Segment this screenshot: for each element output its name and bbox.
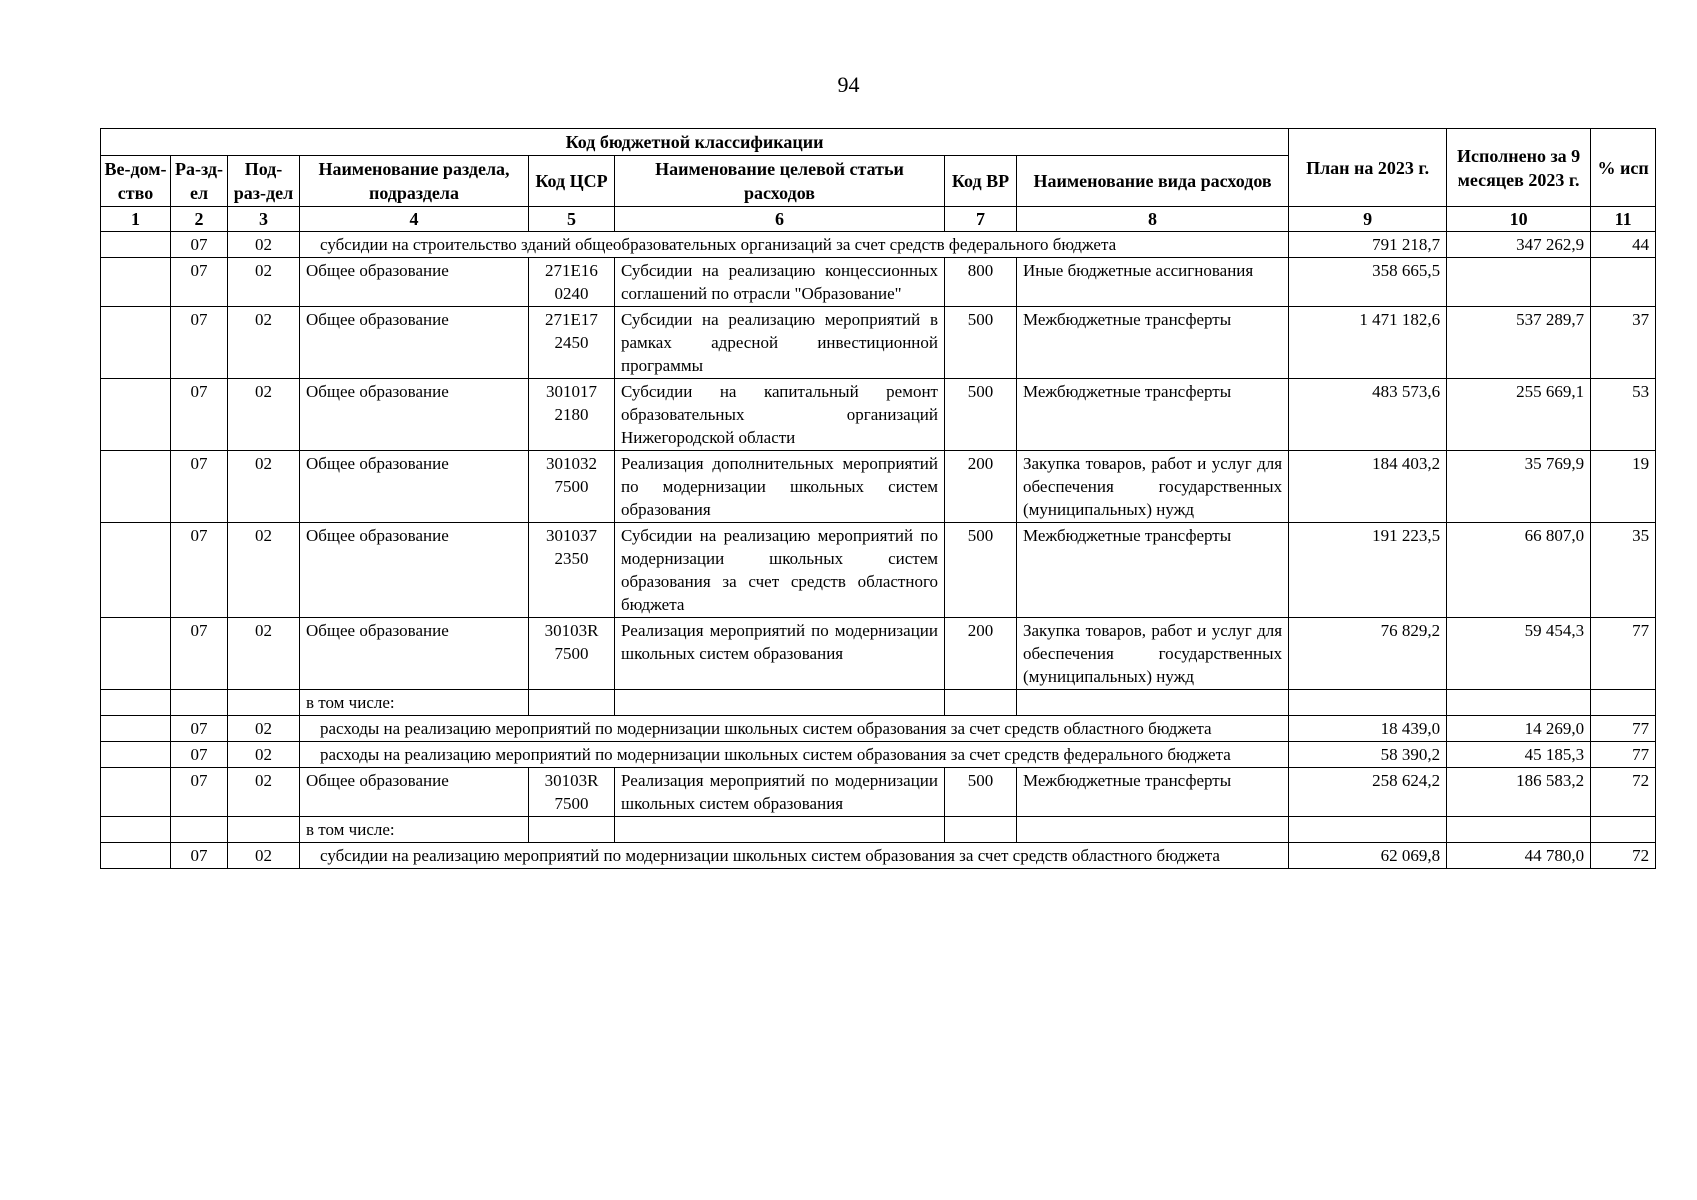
column-number: 8 (1017, 207, 1289, 232)
target-name-cell: Реализация мероприятий по модернизации школьных систем образования (615, 768, 945, 817)
table-row (101, 451, 1656, 523)
percent-cell (1591, 690, 1656, 716)
csr-cell: 30103R 7500 (529, 768, 615, 817)
header-podrazdel: Под-раз-дел (228, 156, 300, 207)
podrazdel-cell: 02 (228, 768, 300, 817)
header-done: Исполнено за 9 месяцев 2023 г. (1447, 129, 1591, 207)
csr-cell (529, 690, 615, 716)
percent-cell: 72 (1591, 843, 1656, 869)
section-name-cell: Общее образование (300, 523, 529, 618)
vr-cell: 500 (945, 523, 1017, 618)
row-description: расходы на реализацию мероприятий по модернизации школьных систем образования за счет средств областного бюджета (300, 716, 1289, 742)
razdel-cell: 07 (171, 843, 228, 869)
table-row (101, 307, 1656, 379)
percent-cell: 53 (1591, 379, 1656, 451)
header-razdel: Ра-зд-ел (171, 156, 228, 207)
razdel-cell: 07 (171, 379, 228, 451)
vedomstvo-cell (101, 817, 171, 843)
header-section-name: Наименование раздела, подраздела (300, 156, 529, 207)
vr-name-cell: Межбюджетные трансферты (1017, 768, 1289, 817)
plan-cell: 58 390,2 (1289, 742, 1447, 768)
vedomstvo-cell (101, 379, 171, 451)
column-number: 10 (1447, 207, 1591, 232)
plan-cell: 184 403,2 (1289, 451, 1447, 523)
plan-cell: 62 069,8 (1289, 843, 1447, 869)
razdel-cell: 07 (171, 307, 228, 379)
csr-cell (529, 817, 615, 843)
percent-cell: 19 (1591, 451, 1656, 523)
vr-name-cell: Закупка товаров, работ и услуг для обеспечения государственных (муниципальных) нужд (1017, 618, 1289, 690)
header-plan: План на 2023 г. (1289, 129, 1447, 207)
vedomstvo-cell (101, 843, 171, 869)
razdel-cell: 07 (171, 258, 228, 307)
section-name-cell: Общее образование (300, 258, 529, 307)
done-cell (1447, 817, 1591, 843)
csr-cell: 30103R 7500 (529, 618, 615, 690)
target-name-cell: Реализация дополнительных мероприятий по модернизации школьных систем образования (615, 451, 945, 523)
done-cell: 66 807,0 (1447, 523, 1591, 618)
table-row (101, 768, 1656, 817)
razdel-cell: 07 (171, 523, 228, 618)
table-row (101, 817, 1656, 843)
percent-cell: 72 (1591, 768, 1656, 817)
header-group: Код бюджетной классификации (101, 129, 1289, 156)
done-cell: 537 289,7 (1447, 307, 1591, 379)
vr-name-cell: Межбюджетные трансферты (1017, 379, 1289, 451)
vr-name-cell: Межбюджетные трансферты (1017, 523, 1289, 618)
podrazdel-cell (228, 690, 300, 716)
vedomstvo-cell (101, 768, 171, 817)
column-number: 6 (615, 207, 945, 232)
razdel-cell: 07 (171, 618, 228, 690)
podrazdel-cell: 02 (228, 379, 300, 451)
column-number: 11 (1591, 207, 1656, 232)
column-number-row (101, 207, 1656, 232)
table-row (101, 843, 1656, 869)
percent-cell (1591, 258, 1656, 307)
done-cell: 44 780,0 (1447, 843, 1591, 869)
target-name-cell (615, 817, 945, 843)
plan-cell: 76 829,2 (1289, 618, 1447, 690)
table-row (101, 379, 1656, 451)
plan-cell: 791 218,7 (1289, 232, 1447, 258)
vr-cell: 500 (945, 307, 1017, 379)
row-description: расходы на реализацию мероприятий по модернизации школьных систем образования за счет средств федерального бюджета (300, 742, 1289, 768)
csr-cell: 301037 2350 (529, 523, 615, 618)
table-row (101, 258, 1656, 307)
vr-cell (945, 690, 1017, 716)
vr-cell: 200 (945, 618, 1017, 690)
percent-cell: 35 (1591, 523, 1656, 618)
percent-cell: 77 (1591, 716, 1656, 742)
vr-cell: 800 (945, 258, 1017, 307)
podrazdel-cell: 02 (228, 523, 300, 618)
target-name-cell: Субсидии на реализацию концессионных соглашений по отрасли "Образование" (615, 258, 945, 307)
target-name-cell (615, 690, 945, 716)
plan-cell (1289, 817, 1447, 843)
table-body (101, 207, 1656, 869)
podrazdel-cell: 02 (228, 258, 300, 307)
vedomstvo-cell (101, 618, 171, 690)
razdel-cell (171, 690, 228, 716)
vedomstvo-cell (101, 307, 171, 379)
done-cell (1447, 690, 1591, 716)
razdel-cell: 07 (171, 742, 228, 768)
table-row (101, 232, 1656, 258)
vr-name-cell: Межбюджетные трансферты (1017, 307, 1289, 379)
csr-cell: 301032 7500 (529, 451, 615, 523)
section-name-cell: Общее образование (300, 451, 529, 523)
header-target-name: Наименование целевой статьи расходов (615, 156, 945, 207)
razdel-cell (171, 817, 228, 843)
plan-cell: 18 439,0 (1289, 716, 1447, 742)
vr-name-cell (1017, 817, 1289, 843)
vedomstvo-cell (101, 451, 171, 523)
razdel-cell: 07 (171, 232, 228, 258)
podrazdel-cell: 02 (228, 451, 300, 523)
done-cell: 45 185,3 (1447, 742, 1591, 768)
plan-cell (1289, 690, 1447, 716)
vr-cell: 500 (945, 379, 1017, 451)
podrazdel-cell: 02 (228, 307, 300, 379)
section-name-cell: Общее образование (300, 768, 529, 817)
table-row (101, 523, 1656, 618)
vr-name-cell: Иные бюджетные ассигнования (1017, 258, 1289, 307)
vedomstvo-cell (101, 232, 171, 258)
column-number: 7 (945, 207, 1017, 232)
target-name-cell: Субсидии на реализацию мероприятий в рамках адресной инвестиционной программы (615, 307, 945, 379)
plan-cell: 1 471 182,6 (1289, 307, 1447, 379)
csr-cell: 271Е16 0240 (529, 258, 615, 307)
page-number: 94 (837, 72, 860, 97)
vr-name-cell: Закупка товаров, работ и услуг для обеспечения государственных (муниципальных) нужд (1017, 451, 1289, 523)
table-row (101, 690, 1656, 716)
column-number: 1 (101, 207, 171, 232)
vedomstvo-cell (101, 742, 171, 768)
table-row (101, 742, 1656, 768)
percent-cell: 44 (1591, 232, 1656, 258)
percent-cell: 77 (1591, 742, 1656, 768)
target-name-cell: Субсидии на капитальный ремонт образовательных организаций Нижегородской области (615, 379, 945, 451)
column-number: 5 (529, 207, 615, 232)
table-row (101, 618, 1656, 690)
budget-table (100, 128, 1656, 869)
done-cell: 255 669,1 (1447, 379, 1591, 451)
percent-cell: 77 (1591, 618, 1656, 690)
header-csr: Код ЦСР (529, 156, 615, 207)
column-number: 2 (171, 207, 228, 232)
row-description: субсидии на реализацию мероприятий по модернизации школьных систем образования за счет средств областного бюджета (300, 843, 1289, 869)
razdel-cell: 07 (171, 451, 228, 523)
percent-cell: 37 (1591, 307, 1656, 379)
column-number: 9 (1289, 207, 1447, 232)
done-cell: 347 262,9 (1447, 232, 1591, 258)
done-cell: 35 769,9 (1447, 451, 1591, 523)
podrazdel-cell: 02 (228, 742, 300, 768)
vedomstvo-cell (101, 258, 171, 307)
podrazdel-cell: 02 (228, 232, 300, 258)
vr-cell (945, 817, 1017, 843)
razdel-cell: 07 (171, 716, 228, 742)
header-vedomstvo: Ве-дом-ство (101, 156, 171, 207)
podrazdel-cell: 02 (228, 843, 300, 869)
podrazdel-cell: 02 (228, 618, 300, 690)
podrazdel-cell: 02 (228, 716, 300, 742)
table-row (101, 716, 1656, 742)
target-name-cell: Субсидии на реализацию мероприятий по модернизации школьных систем образования за счет средств областного бюджета (615, 523, 945, 618)
section-name-cell: в том числе: (300, 690, 529, 716)
column-number: 3 (228, 207, 300, 232)
target-name-cell: Реализация мероприятий по модернизации школьных систем образования (615, 618, 945, 690)
section-name-cell: в том числе: (300, 817, 529, 843)
podrazdel-cell (228, 817, 300, 843)
header-vr: Код ВР (945, 156, 1017, 207)
vr-cell: 500 (945, 768, 1017, 817)
vr-name-cell (1017, 690, 1289, 716)
done-cell: 59 454,3 (1447, 618, 1591, 690)
done-cell: 14 269,0 (1447, 716, 1591, 742)
vr-cell: 200 (945, 451, 1017, 523)
column-number: 4 (300, 207, 529, 232)
vedomstvo-cell (101, 716, 171, 742)
percent-cell (1591, 817, 1656, 843)
plan-cell: 258 624,2 (1289, 768, 1447, 817)
section-name-cell: Общее образование (300, 379, 529, 451)
vedomstvo-cell (101, 523, 171, 618)
csr-cell: 301017 2180 (529, 379, 615, 451)
plan-cell: 191 223,5 (1289, 523, 1447, 618)
row-description: субсидии на строительство зданий общеобразовательных организаций за счет средств федерального бюджета (300, 232, 1289, 258)
section-name-cell: Общее образование (300, 307, 529, 379)
header-vr-name: Наименование вида расходов (1017, 156, 1289, 207)
done-cell (1447, 258, 1591, 307)
done-cell: 186 583,2 (1447, 768, 1591, 817)
vedomstvo-cell (101, 690, 171, 716)
razdel-cell: 07 (171, 768, 228, 817)
plan-cell: 483 573,6 (1289, 379, 1447, 451)
csr-cell: 271Е17 2450 (529, 307, 615, 379)
section-name-cell: Общее образование (300, 618, 529, 690)
plan-cell: 358 665,5 (1289, 258, 1447, 307)
header-percent: % исп (1591, 129, 1656, 207)
